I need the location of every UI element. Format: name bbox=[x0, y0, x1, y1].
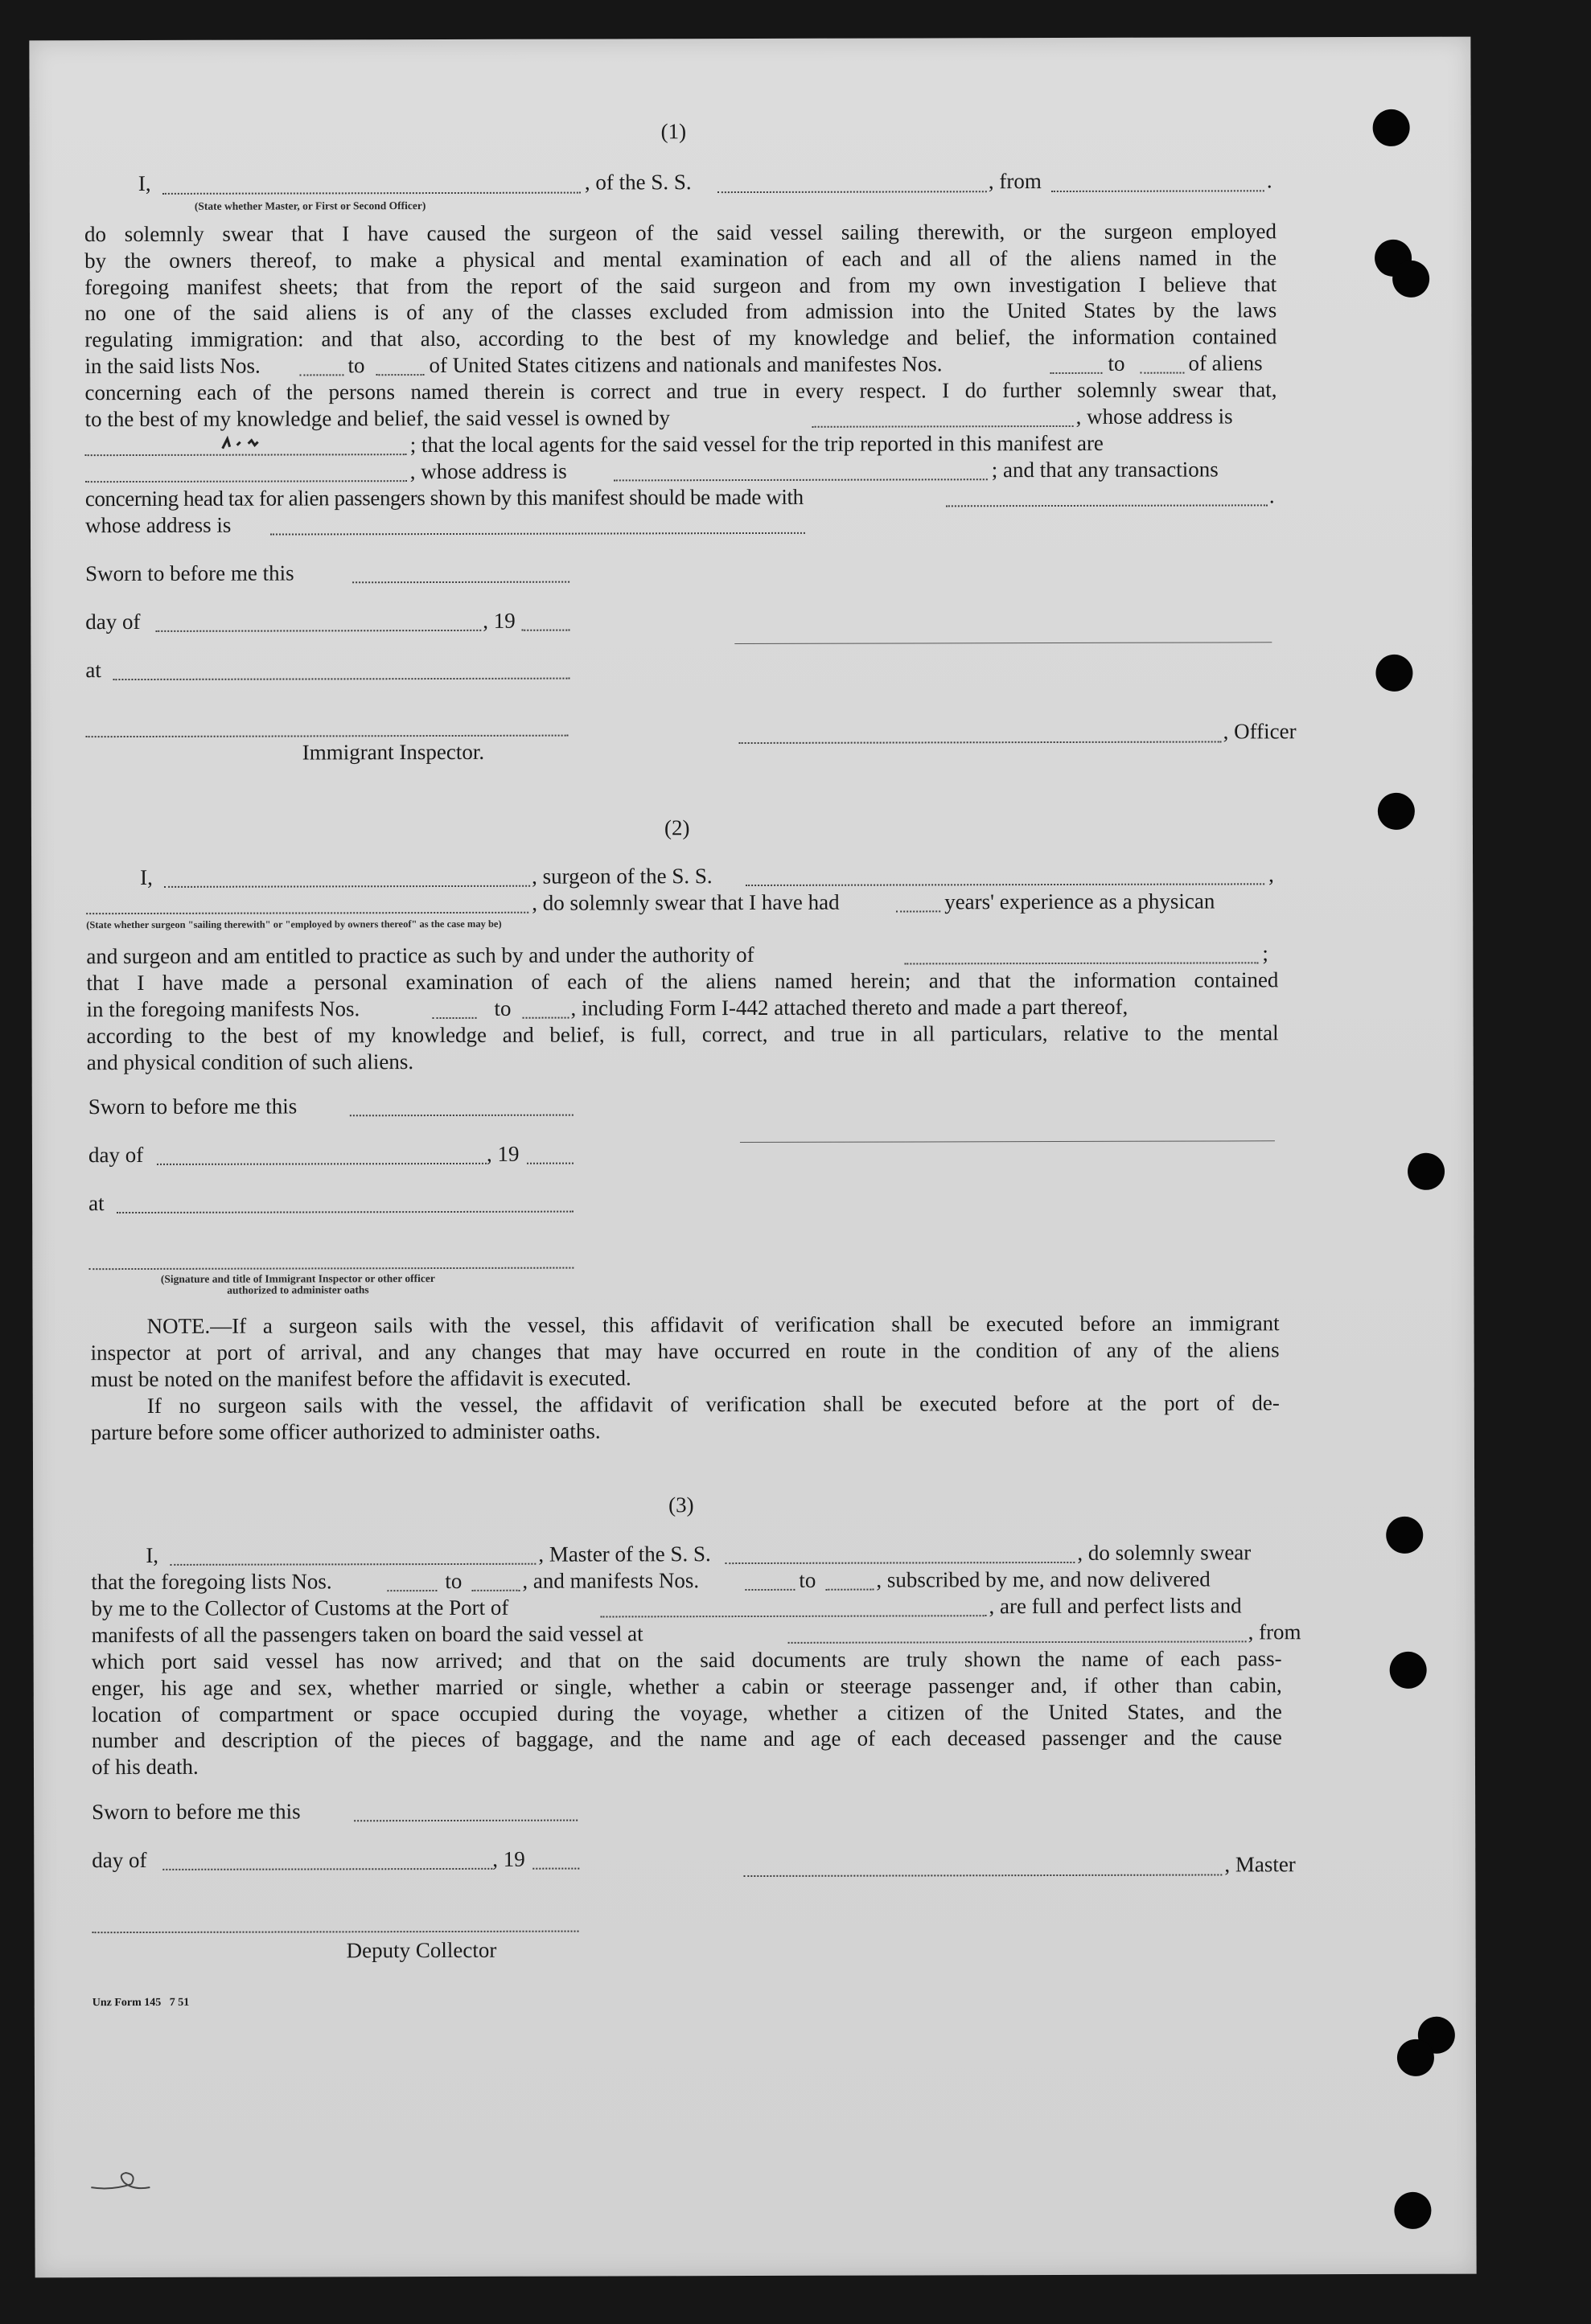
note-paragraph-2 bbox=[91, 1390, 1280, 1445]
surgeon-vessel-field[interactable] bbox=[746, 883, 1264, 886]
day-of-label: day of bbox=[85, 609, 141, 634]
text-line: by the owners thereof, to make a physical and mental examination of each and all of the aliens named in the bbox=[84, 245, 1277, 273]
officer-note: (State whether Master, or First or Second Officer) bbox=[194, 199, 426, 212]
text-line: NOTE.—If a surgeon sails with the vessel, this affidavit of verification shall be executed before an immigrant bbox=[146, 1311, 1280, 1338]
year-field[interactable] bbox=[521, 630, 569, 631]
sworn-date-field[interactable] bbox=[354, 1820, 578, 1822]
surgeon-manifests-to-label: to bbox=[494, 996, 512, 1020]
year-label: , 19 bbox=[483, 608, 516, 633]
officer-signature-field[interactable] bbox=[739, 741, 1222, 744]
note-paragraph-1 bbox=[91, 1310, 1280, 1392]
pencil-mark bbox=[87, 2163, 159, 2195]
agents-address-label: , whose address is bbox=[409, 458, 567, 484]
agents-field[interactable] bbox=[85, 480, 407, 482]
local-agents-label: ; that the local agents for the said vessel for the trip reported in this manifest are bbox=[409, 430, 1104, 458]
head-tax-field[interactable] bbox=[946, 504, 1268, 507]
owner-address-label: , whose address is bbox=[1075, 404, 1233, 429]
at-label: at bbox=[88, 1191, 105, 1216]
authority-field[interactable] bbox=[904, 962, 1258, 964]
master-signature-field[interactable] bbox=[743, 1874, 1222, 1877]
year-field[interactable] bbox=[532, 1868, 579, 1870]
text-line: and physical condition of such aliens. bbox=[86, 1049, 414, 1074]
day-of-field[interactable] bbox=[162, 1868, 492, 1870]
inspector-signature-field[interactable] bbox=[88, 1267, 574, 1271]
text-line: that I have made a personal examination of each of the aliens named herein; and that the information contained bbox=[86, 967, 1279, 996]
section-1-i: I, bbox=[138, 170, 151, 195]
head-tax-label: concerning head tax for alien passengers shown by this manifest should be made with bbox=[84, 484, 804, 511]
section-1-text bbox=[84, 218, 1276, 353]
owner-field[interactable] bbox=[812, 425, 1074, 428]
taken-on-board-label: manifests of all the passengers taken on board the said vessel at bbox=[91, 1621, 643, 1648]
punch-hole bbox=[1378, 793, 1415, 830]
collector-port-label: by me to the Collector of Customs at the Port of bbox=[91, 1595, 509, 1621]
punch-hole bbox=[1408, 1153, 1445, 1190]
surgeon-note: (State whether surgeon "sailing therewith" or "employed by owners thereof" as the case may be) bbox=[86, 918, 502, 931]
text-line: do solemnly swear that I have caused the surgeon of the said vessel sailing therewith, or the surgeon employed bbox=[84, 219, 1277, 247]
master-lists-from-field[interactable] bbox=[387, 1590, 437, 1591]
from-label: , from bbox=[988, 169, 1042, 194]
subscribed-label: , subscribed by me, and now delivered bbox=[876, 1566, 1211, 1592]
year-label: , 19 bbox=[486, 1141, 520, 1166]
surgeon-of-ss-label: , surgeon of the S. S. bbox=[532, 864, 713, 889]
agents-address-field[interactable] bbox=[614, 478, 988, 481]
text-line: of his death. bbox=[91, 1754, 199, 1780]
line-comma: , bbox=[1268, 862, 1274, 887]
text-line: parture before some officer authorized to administer oaths. bbox=[90, 1419, 601, 1444]
master-name-field[interactable] bbox=[170, 1563, 536, 1566]
form-number: Unz Form 145 7 51 bbox=[92, 1996, 190, 2010]
day-of-field[interactable] bbox=[157, 1163, 487, 1165]
signature-line[interactable] bbox=[734, 642, 1272, 644]
lists-from-field[interactable] bbox=[299, 374, 343, 376]
immigrant-inspector-label: Immigrant Inspector. bbox=[302, 739, 485, 765]
manifests-to-label: to bbox=[1108, 351, 1125, 376]
sworn-label: Sworn to before me this bbox=[85, 560, 294, 586]
text-line: enger, his age and sex, whether married or single, whether a cabin or steerage passenger and, if other than cabin, bbox=[91, 1673, 1282, 1700]
punch-hole bbox=[1397, 2039, 1434, 2076]
from-port-field[interactable] bbox=[1051, 190, 1264, 192]
deputy-collector-label: Deputy Collector bbox=[346, 1937, 497, 1963]
lists-label: in the said lists Nos. bbox=[84, 353, 261, 379]
boarding-port-field[interactable] bbox=[788, 1640, 1247, 1643]
punch-hole bbox=[1392, 261, 1429, 298]
sworn-label: Sworn to before me this bbox=[92, 1799, 301, 1825]
transactions-label: ; and that any transactions bbox=[991, 457, 1219, 482]
at-field[interactable] bbox=[117, 1211, 574, 1213]
manifests-to-field[interactable] bbox=[1140, 372, 1184, 374]
head-tax-period: . bbox=[1268, 483, 1275, 508]
personal-exam-text bbox=[86, 967, 1278, 996]
line-period: . bbox=[1266, 168, 1272, 193]
sworn-date-field[interactable] bbox=[350, 1115, 574, 1117]
years-experience-label: , do solemnly swear that I have had bbox=[532, 889, 840, 915]
punch-hole bbox=[1394, 2192, 1431, 2229]
head-tax-address-field[interactable] bbox=[270, 532, 805, 536]
aliens-label: of aliens bbox=[1188, 351, 1263, 376]
text-line: inspector at port of arrival, and any changes that may have occurred en route in the condition of any of the aliens bbox=[90, 1337, 1280, 1365]
surgeon-manifests-from-field[interactable] bbox=[433, 1017, 477, 1019]
master-label: , Master bbox=[1224, 1852, 1296, 1877]
section-3-i: I, bbox=[146, 1542, 159, 1567]
collector-signature-field[interactable] bbox=[92, 1931, 579, 1934]
section-1-number: (1) bbox=[660, 119, 687, 144]
manifests-from-field[interactable] bbox=[1050, 372, 1102, 374]
vessel-name-field[interactable] bbox=[717, 191, 987, 193]
text-line: foregoing manifest sheets; that from the report of the said surgeon and from my own investigation I believe that bbox=[84, 271, 1277, 299]
form-sheet bbox=[29, 37, 1476, 2278]
year-field[interactable] bbox=[527, 1163, 574, 1164]
master-manifests-label: , and manifests Nos. bbox=[522, 1568, 700, 1593]
text-line: regulating immigration: and that also, according to the best of my knowledge and belief, the information contained bbox=[84, 324, 1277, 352]
text-line: no one of the said aliens is of any of the classes excluded from admission into the United States by the laws bbox=[84, 298, 1277, 326]
port-field[interactable] bbox=[600, 1615, 986, 1617]
authority-semicolon: ; bbox=[1262, 941, 1268, 966]
section-3-text bbox=[92, 1645, 1282, 1780]
officer-label: , Officer bbox=[1223, 719, 1297, 744]
punch-hole bbox=[1390, 1652, 1427, 1689]
signature-title-note: (Signature and title of Immigrant Inspector or other officer authorized to administer oaths bbox=[160, 1272, 435, 1296]
foregoing-manifests-label: in the foregoing manifests Nos. bbox=[86, 996, 360, 1022]
from-label: , from bbox=[1248, 1620, 1301, 1644]
text-line: number and description of the pieces of baggage, and the name and age of each deceased passenger and the cause bbox=[91, 1725, 1282, 1753]
physican-label: years' experience as a physican bbox=[944, 889, 1215, 914]
text-line: concerning each of the persons named therein is correct and true in every respect. I do further solemnly swear that, bbox=[84, 377, 1277, 405]
sworn-date-field[interactable] bbox=[352, 581, 569, 584]
foregoing-lists-label: that the foregoing lists Nos. bbox=[91, 1569, 332, 1595]
master-manifests-to-label: to bbox=[799, 1567, 816, 1592]
surgeon-status-field[interactable] bbox=[86, 912, 528, 914]
at-field[interactable] bbox=[113, 678, 569, 680]
owned-by-label: to the best of my knowledge and belief, the said vessel is owned by bbox=[84, 405, 670, 432]
whose-address-label: whose address is bbox=[84, 512, 232, 538]
punch-hole bbox=[1386, 1517, 1423, 1554]
form-i442-label: , including Form I-442 attached thereto and made a part thereof, bbox=[570, 994, 1128, 1020]
at-label: at bbox=[85, 658, 101, 683]
punch-hole bbox=[1373, 109, 1410, 146]
handwritten-mark bbox=[220, 434, 284, 454]
master-of-ss-label: , Master of the S. S. bbox=[538, 1542, 711, 1566]
day-of-field[interactable] bbox=[155, 630, 481, 632]
punch-hole bbox=[1375, 655, 1412, 692]
master-vessel-field[interactable] bbox=[725, 1562, 1075, 1564]
citizens-label: of United States citizens and nationals and manifestes Nos. bbox=[429, 351, 943, 378]
master-lists-to-field[interactable] bbox=[471, 1590, 520, 1591]
lists-to-field[interactable] bbox=[376, 374, 424, 376]
surgeon-name-field[interactable] bbox=[164, 885, 530, 888]
perfect-lists-label: , are full and perfect lists and bbox=[989, 1593, 1242, 1619]
day-of-label: day of bbox=[88, 1142, 144, 1168]
surgeon-manifests-to-field[interactable] bbox=[523, 1017, 569, 1019]
text-line: must be noted on the manifest before the affidavit is executed. bbox=[90, 1365, 631, 1391]
text-line: location of compartment or space occupied during the voyage, whether a citizen of the United States, and the bbox=[91, 1698, 1282, 1727]
section-2-number: (2) bbox=[664, 815, 690, 840]
lists-to-label: to bbox=[347, 353, 365, 378]
of-the-ss-label: , of the S. S. bbox=[584, 170, 692, 195]
section-2-i: I, bbox=[140, 864, 153, 889]
section-2-text bbox=[87, 1020, 1279, 1075]
section-3-number: (3) bbox=[668, 1493, 694, 1517]
signature-line[interactable] bbox=[740, 1140, 1275, 1143]
years-field[interactable] bbox=[896, 910, 940, 912]
text-line: according to the best of my knowledge and belief, is full, correct, and true in all particulars, relative to the mental bbox=[86, 1020, 1279, 1049]
text-line: which port said vessel has now arrived; and that on the said documents are truly shown the name of each pass- bbox=[91, 1646, 1282, 1674]
solemnly-swear-label: , do solemnly swear bbox=[1077, 1540, 1252, 1565]
year-label: , 19 bbox=[492, 1846, 525, 1871]
sworn-label: Sworn to before me this bbox=[88, 1094, 298, 1119]
master-manifests-from-field[interactable] bbox=[745, 1589, 795, 1591]
day-of-label: day of bbox=[92, 1847, 147, 1873]
concerning-text bbox=[84, 376, 1276, 406]
authority-label: and surgeon and am entitled to practice as such by and under the authority of bbox=[86, 942, 754, 969]
officer-name-field[interactable] bbox=[162, 192, 581, 195]
text-line: If no surgeon sails with the vessel, the affidavit of verification shall be executed before at the port of de- bbox=[146, 1390, 1280, 1418]
inspector-signature-field[interactable] bbox=[86, 735, 569, 738]
master-lists-to-label: to bbox=[445, 1568, 462, 1594]
master-manifests-to-field[interactable] bbox=[825, 1589, 874, 1591]
